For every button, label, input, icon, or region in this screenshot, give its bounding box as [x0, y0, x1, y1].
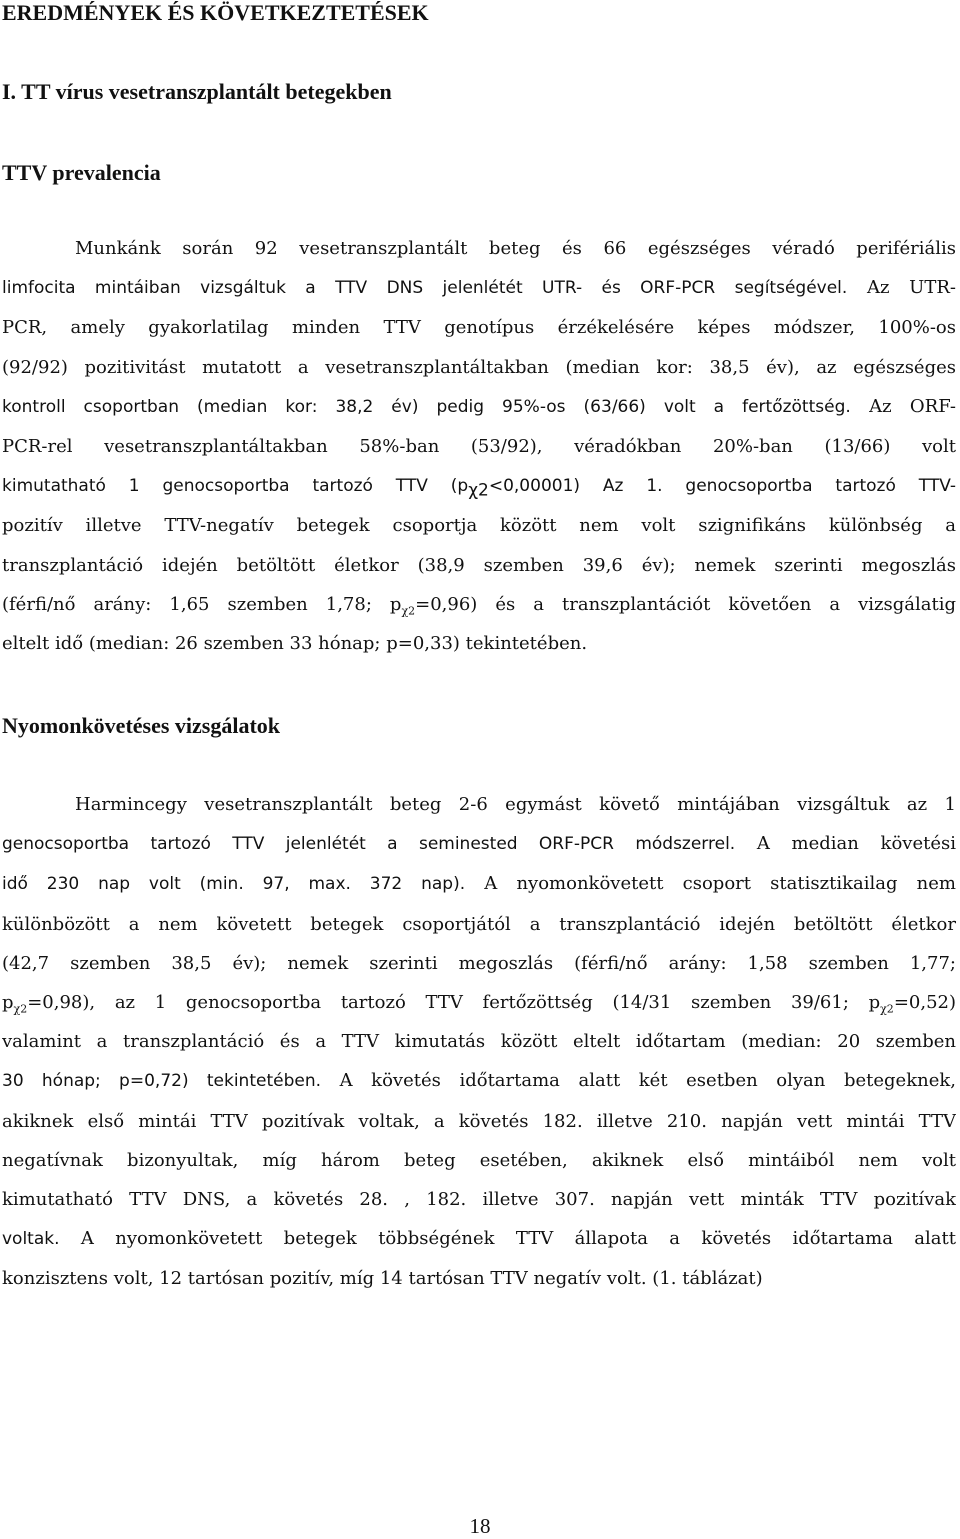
- text-line: kontroll csoportban (median kor: 38,2 év) pedig 95%-os (63/66) volt a fertőzöttség. Az ORF-: [2, 395, 956, 417]
- text-line: kimutatható 1 genocsoportba tartozó TTV $(p_{\chi 2}<0,00001)$ Az 1. genocsoportba tartozó TTV-: [2, 476, 956, 501]
- text-line: eltelt idő (median: 26 szemben 33 hónap; p=0,33) tekintetében.: [2, 633, 588, 655]
- text-line: (92/92) pozitivitást mutatott a vesetranszplantáltakban (median kor: 38,5 év), az egészséges: [2, 356, 956, 378]
- text-line: Munkánk során 92 vesetranszplantált beteg és 66 egészséges véradó perifériális: [75, 238, 956, 259]
- text-line: (férfi/nő arány: 1,65 szemben 1,78; $p_{\chi 2}=0,96$) és a transzplantációt követően a vizsgálatig: [2, 593, 956, 618]
- text-line: negatívnak bizonyultak, míg három beteg esetében, akiknek első mintáiból nem volt: [2, 1149, 956, 1171]
- text-line: pozitív illetve TTV-negatív betegek csoportja között nem volt szignifikáns különbség a: [2, 515, 956, 537]
- paragraph-prevalence: [2, 229, 956, 663]
- subsection-title: I. TT vírus vesetranszplantált betegekben: [2, 79, 392, 104]
- text-line: genocsoportba tartozó TTV jelenlétét a seminested ORF-PCR módszerrel. A median követési: [2, 833, 956, 855]
- text-line: (42,7 szemben 38,5 év); nemek szerinti megoszlás (férfi/nő arány: 1,58 szemben 1,77;: [2, 952, 956, 974]
- text-line: 30 hónap; p=0,72) tekintetében. A követés időtartama alatt két esetben olyan betegeknek,: [2, 1070, 956, 1092]
- page-number: 18: [469, 1514, 491, 1538]
- text-line: Harmincegy vesetranszplantált beteg 2-6 egymást követő mintájában vizsgáltuk az 1: [75, 794, 956, 815]
- text-line: akiknek első mintái TTV pozitívak voltak, a követés 182. illetve 210. napján vett mintái TTV: [2, 1110, 956, 1132]
- text-line: konzisztens volt, 12 tartósan pozitív, míg 14 tartósan TTV negatív volt. (1. táblázat): [2, 1268, 763, 1290]
- text-line: $p_{\chi 2}=0,98$), az 1 genocsoportba tartozó TTV fertőzöttség (14/31 szemben 39/61; $p_{\chi 2}=0,52$): [2, 992, 956, 1016]
- text-line: különbözött a nem követett betegek csoportjától a transzplantáció idején betöltött életkor: [2, 913, 956, 935]
- paragraph-followup: [2, 785, 956, 1299]
- subheading-followup: Nyomonkövetéses vizsgálatok: [2, 713, 281, 738]
- section-title: EREDMÉNYEK ÉS KÖVETKEZTETÉSEK: [2, 0, 429, 25]
- text-line: PCR, amely gyakorlatilag minden TTV genotípus érzékelésére képes módszer, 100%-os: [2, 317, 956, 339]
- text-line: valamint a transzplantáció és a TTV kimutatás között eltelt időtartam (median: 20 szemben: [2, 1031, 956, 1053]
- text-line: transzplantáció idején betöltött életkor (38,9 szemben 39,6 év); nemek szerinti megoszlás: [2, 554, 956, 576]
- subheading-prevalence: TTV prevalencia: [2, 160, 161, 185]
- text-line: voltak. A nyomonkövetett betegek többségének TTV állapota a követés időtartama alatt: [2, 1228, 956, 1250]
- text-line: PCR-rel vesetranszplantáltakban 58%-ban (53/92), véradókban 20%-ban (13/66) volt: [2, 436, 956, 458]
- text-line: idő 230 nap volt (min. 97, max. 372 nap). A nyomonkövetett csoport statisztikailag nem: [2, 873, 956, 895]
- text-line: limfocita mintáiban vizsgáltuk a TTV DNS jelenlétét UTR- és ORF-PCR segítségével. Az UTR-: [2, 277, 956, 299]
- text-line: kimutatható TTV DNS, a követés 28. , 182. illetve 307. napján vett minták TTV pozitívak: [2, 1189, 956, 1211]
